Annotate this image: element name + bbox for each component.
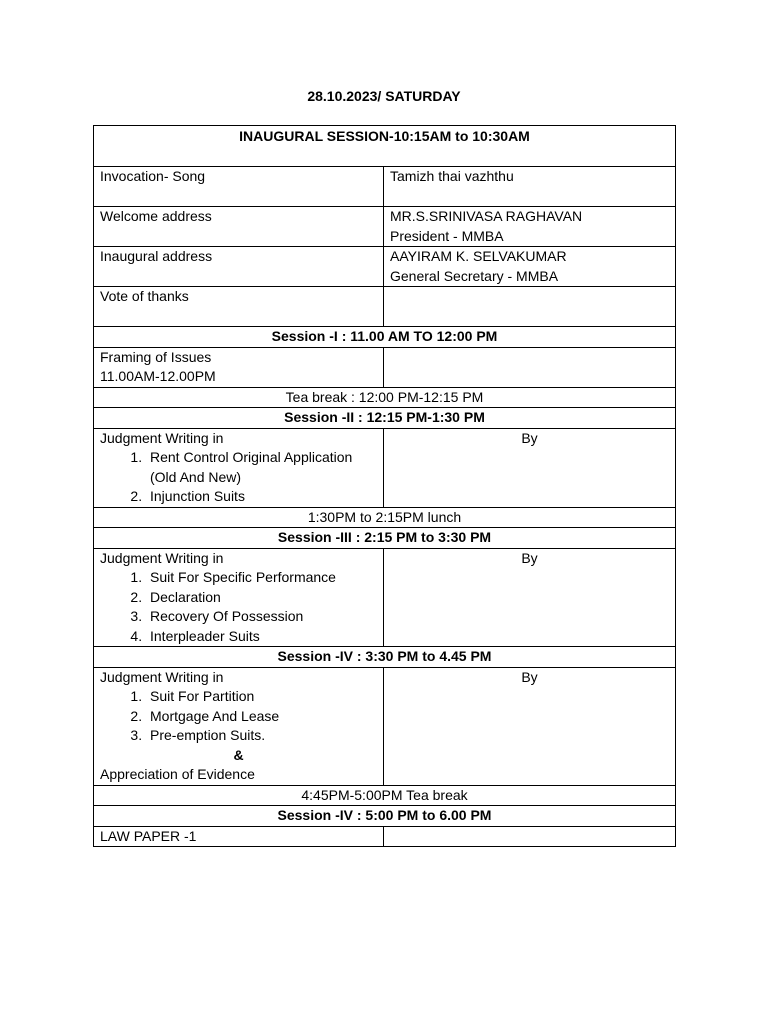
session5-title-row (94, 806, 676, 827)
session2-title: Session -II : 12:15 PM-1:30 PM (94, 408, 676, 429)
tea-break-2: 4:45PM-5:00PM Tea break (94, 785, 676, 806)
table-row (94, 347, 676, 387)
list-item: 2. Mortgage And Lease (146, 707, 377, 727)
session4-extra: Appreciation of Evidence (100, 766, 255, 782)
vote-of-thanks-label: Vote of thanks (94, 287, 384, 327)
session2-list (100, 448, 377, 507)
session4-title-row (94, 647, 676, 668)
table-row (94, 207, 676, 247)
inaugural-address-label: Inaugural address (94, 247, 384, 287)
session2-topics (94, 428, 384, 507)
session3-intro: Judgment Writing in (100, 549, 224, 566)
session2-title-row (94, 408, 676, 429)
session5-topic: LAW PAPER -1 (94, 826, 384, 847)
session1-topic-name: Framing of Issues (100, 348, 212, 365)
session1-title: Session -I : 11.00 AM TO 12:00 PM (94, 327, 676, 348)
session4-intro: Judgment Writing in (100, 668, 224, 685)
inaugural-session-title: INAUGURAL SESSION-10:15AM to 10:30AM (94, 126, 676, 167)
session1-speaker (384, 347, 676, 387)
table-row (94, 548, 676, 647)
invocation-label: Invocation- Song (94, 167, 384, 207)
list-item: 1. Suit For Specific Performance (146, 568, 377, 588)
list-item: 3. Pre-emption Suits. (146, 726, 377, 746)
inaugural-address-detail (384, 247, 676, 287)
session2-by: By (384, 428, 676, 507)
table-row (94, 667, 676, 785)
lunch-row (94, 507, 676, 528)
session4-topics (94, 667, 384, 785)
welcome-detail (384, 207, 676, 247)
invocation-detail: Tamizh thai vazhthu (384, 167, 676, 207)
list-item: 1. Rent Control Original Application (Old And New) (146, 448, 377, 487)
list-item: 4. Interpleader Suits (146, 627, 377, 647)
session3-topics (94, 548, 384, 647)
session3-title: Session -III : 2:15 PM to 3:30 PM (94, 528, 676, 549)
session3-list (100, 568, 377, 646)
session5-title: Session -IV : 5:00 PM to 6.00 PM (94, 806, 676, 827)
table-row (94, 167, 676, 207)
session4-list (100, 687, 377, 746)
session1-topic (94, 347, 384, 387)
inaugural-speaker: AAYIRAM K. SELVAKUMAR (390, 248, 567, 264)
list-item: 2. Injunction Suits (146, 487, 377, 507)
session1-topic-time: 11.00AM-12.00PM (100, 368, 216, 384)
session4-title: Session -IV : 3:30 PM to 4.45 PM (94, 647, 676, 668)
tea-break-1: Tea break : 12:00 PM-12:15 PM (94, 387, 676, 408)
inaugural-title-row (94, 126, 676, 167)
date-heading: 28.10.2023/ SATURDAY (307, 88, 461, 104)
schedule-table (93, 125, 676, 847)
ampersand: & (233, 746, 244, 763)
welcome-speaker-role: President - MMBA (390, 227, 504, 244)
table-row (94, 826, 676, 847)
list-item: 2. Declaration (146, 588, 377, 608)
lunch-break: 1:30PM to 2:15PM lunch (94, 507, 676, 528)
welcome-speaker: MR.S.SRINIVASA RAGHAVAN (390, 208, 583, 224)
inaugural-speaker-role: General Secretary - MMBA (390, 267, 559, 284)
session5-speaker (384, 826, 676, 847)
vote-of-thanks-detail (384, 287, 676, 327)
table-row (94, 428, 676, 507)
list-item: 1. Suit For Partition (146, 687, 377, 707)
session3-title-row (94, 528, 676, 549)
list-item: 3. Recovery Of Possession (146, 607, 377, 627)
session2-intro: Judgment Writing in (100, 429, 224, 446)
session4-by: By (384, 667, 676, 785)
welcome-label: Welcome address (94, 207, 384, 247)
tea-break-row (94, 785, 676, 806)
session1-title-row (94, 327, 676, 348)
tea-break-row (94, 387, 676, 408)
table-row (94, 287, 676, 327)
session3-by: By (384, 548, 676, 647)
table-row (94, 247, 676, 287)
